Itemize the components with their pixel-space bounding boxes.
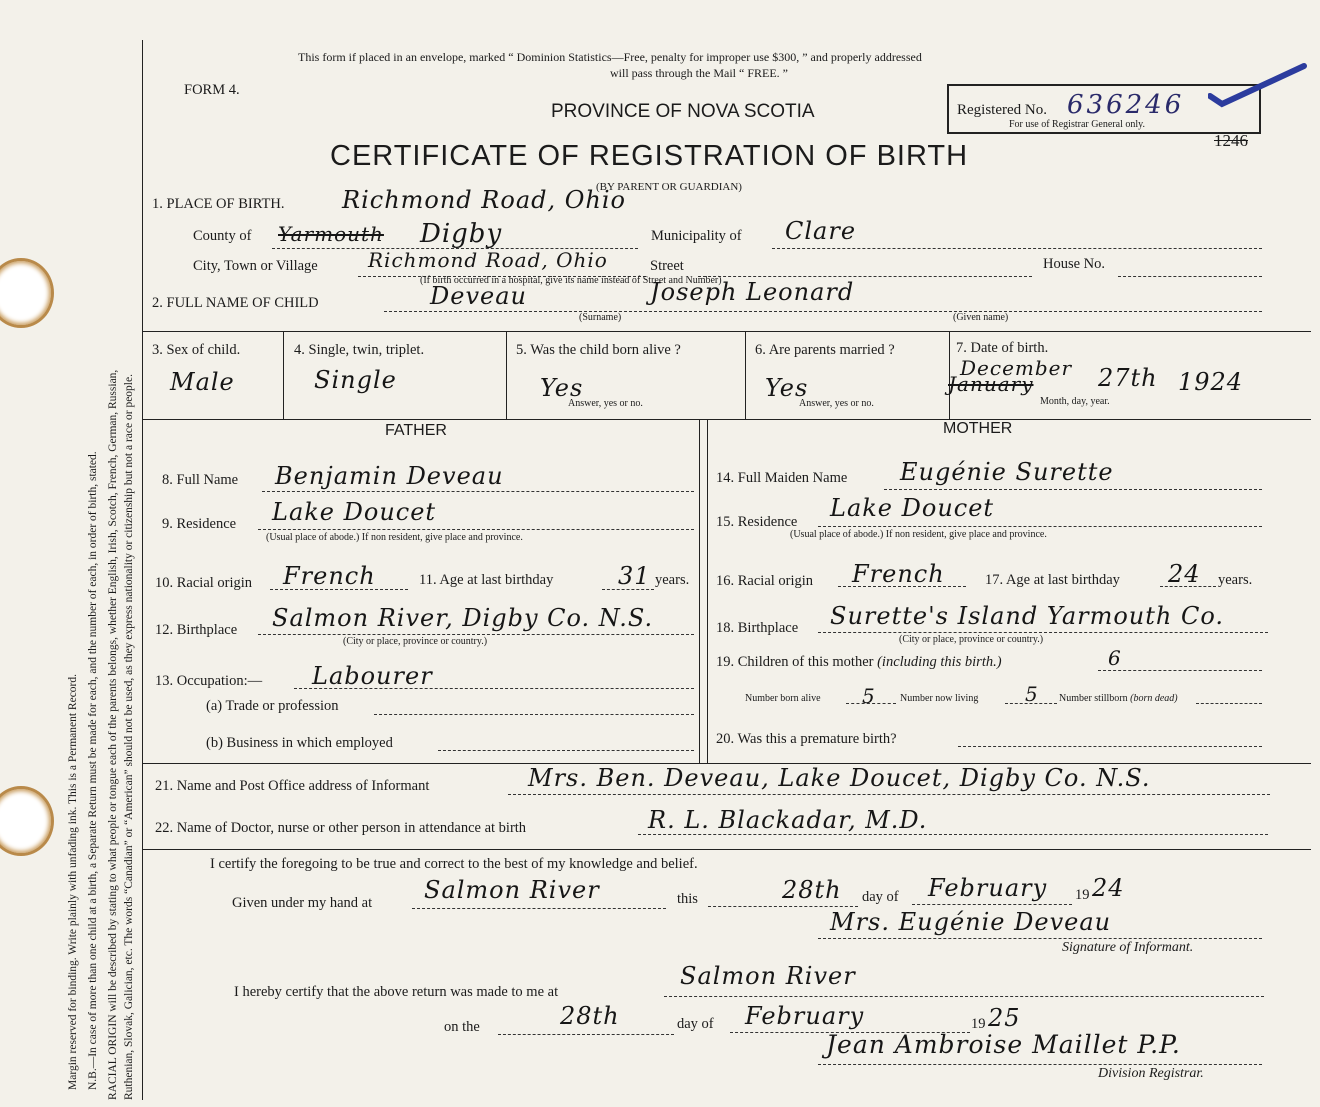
- registrar-place-value: Salmon River: [680, 962, 856, 990]
- given-day-value: 28th: [782, 876, 842, 904]
- house-label: House No.: [1043, 256, 1106, 272]
- born-alive-answer: Yes: [540, 374, 584, 402]
- mother-residence-label: 15. Residence: [716, 514, 798, 530]
- registrar-day-value: 28th: [560, 1002, 620, 1030]
- margin-note-multiple-births: N.B.—In case of more than one child at a birth, a Separate Return must be made for each, and the number of each, in order of birth, stated.: [87, 451, 99, 1090]
- father-residence-value: Lake Doucet: [272, 498, 437, 526]
- registered-note: For use of Registrar General only.: [1009, 119, 1145, 130]
- child-name-label: 2. FULL NAME OF CHILD: [152, 295, 319, 311]
- father-birthplace-label: 12. Birthplace: [155, 622, 238, 638]
- parents-married-question: 6. Are parents married ?: [755, 342, 895, 358]
- given-this-label: this: [677, 891, 698, 907]
- plurality-value: Single: [314, 366, 397, 394]
- mother-name-value: Eugénie Surette: [900, 458, 1114, 486]
- mother-name-label: 14. Full Maiden Name: [716, 470, 848, 486]
- mother-origin-value: French: [852, 560, 945, 588]
- struck-number: 1246: [1214, 131, 1248, 150]
- city-value: Richmond Road, Ohio: [368, 248, 608, 272]
- doctor-label: 22. Name of Doctor, nurse or other person in attendance at birth: [155, 820, 527, 836]
- living-count-label: Number now living: [900, 693, 979, 704]
- form-number: FORM 4.: [184, 82, 240, 98]
- born-alive-count-label: Number born alive: [745, 693, 821, 704]
- father-residence-caption: (Usual place of abode.) If non resident, give place and province.: [266, 532, 523, 543]
- surname-caption: (Surname): [579, 312, 622, 323]
- stillborn-count-label-text: Number stillborn: [1059, 693, 1128, 704]
- mother-residence-value: Lake Doucet: [830, 494, 995, 522]
- mother-residence-caption: (Usual place of abode.) If non resident, give place and province.: [790, 529, 1047, 540]
- sex-label: 3. Sex of child.: [152, 342, 241, 358]
- children-label-paren: (including this birth.): [877, 654, 1002, 670]
- children-label-text: 19. Children of this mother: [716, 654, 874, 670]
- mother-age-value: 24: [1168, 560, 1201, 588]
- registrar-month-value: February: [745, 1002, 865, 1030]
- given-day-of-label: day of: [862, 889, 899, 905]
- parents-married-answer: Yes: [765, 374, 809, 402]
- living-count: 5: [1025, 682, 1039, 706]
- trade-label: (a) Trade or profession: [206, 698, 339, 714]
- date-month: December: [960, 356, 1073, 380]
- given-caption: (Given name): [953, 312, 1009, 323]
- child-surname: Deveau: [430, 282, 527, 310]
- county-value: Digby: [420, 219, 503, 249]
- municipality-label: Municipality of: [651, 228, 742, 244]
- province-heading: PROVINCE OF NOVA SCOTIA: [551, 101, 815, 122]
- registrar-statement: I hereby certify that the above return was made to me at: [234, 984, 559, 1000]
- registrar-caption: Division Registrar.: [1098, 1066, 1204, 1081]
- mother-birthplace-caption: (City or place, province or country.): [899, 634, 1044, 645]
- father-age-label: 11. Age at last birthday: [419, 572, 554, 588]
- mother-heading: MOTHER: [943, 420, 1013, 437]
- father-age-years: years.: [655, 572, 690, 588]
- county-struck-value: Yarmouth: [278, 222, 384, 246]
- given-year-prefix: 19: [1075, 887, 1090, 903]
- father-name-value: Benjamin Deveau: [275, 462, 504, 490]
- father-birthplace-value: Salmon River, Digby Co. N.S.: [272, 604, 654, 632]
- informant-signature-caption: Signature of Informant.: [1062, 940, 1194, 955]
- margin-note-binding: Margin reserved for binding. Write plainly with unfading ink. This is a Permanent Record.: [67, 673, 79, 1090]
- mother-origin-label: 16. Racial origin: [716, 573, 814, 589]
- informant-label: 21. Name and Post Office address of Informant: [155, 778, 430, 794]
- county-label: County of: [193, 228, 252, 244]
- parents-married-caption: Answer, yes or no.: [799, 398, 874, 409]
- date-caption: Month, day, year.: [1040, 396, 1110, 407]
- father-origin-label: 10. Racial origin: [155, 575, 253, 591]
- father-origin-value: French: [283, 562, 376, 590]
- stillborn-count-label-paren: (born dead): [1130, 693, 1178, 704]
- stillborn-count-label: [1059, 693, 1178, 704]
- occupation-label: 13. Occupation:—: [155, 673, 263, 689]
- date-month-struck: January: [948, 372, 1034, 396]
- given-place-value: Salmon River: [424, 876, 600, 904]
- born-alive-question: 5. Was the child born alive ?: [516, 342, 681, 358]
- given-month-value: February: [928, 874, 1048, 902]
- checkmark-icon: [1208, 62, 1308, 112]
- street-label: Street: [650, 258, 684, 274]
- certificate-subtitle: (BY PARENT OR GUARDIAN): [596, 181, 742, 193]
- date-of-birth-label: 7. Date of birth.: [956, 340, 1049, 356]
- city-label: City, Town or Village: [193, 258, 318, 274]
- premature-label: 20. Was this a premature birth?: [716, 731, 897, 747]
- hospital-note: (If birth occurred in a hospital, give its name instead of Street and Number): [420, 275, 722, 286]
- registered-label: Registered No.: [957, 102, 1047, 118]
- mother-birthplace-value: Surette's Island Yarmouth Co.: [830, 602, 1225, 630]
- margin-note-racial-origin-cont: Ruthenian, Slovak, Galician, etc. The words “Canadian” or “American” should not be used, as they express nationality or citizenship but not a race or people.: [123, 374, 135, 1100]
- margin-note-racial-origin: RACIAL ORIGIN will be described by stating to what people or tongue each of the parents belongs, whether English, Irish, Scotch, French, German, Russian,: [107, 369, 119, 1100]
- binding-hole-top: [0, 258, 54, 328]
- business-label: (b) Business in which employed: [206, 735, 393, 751]
- registrar-on-the-label: on the: [444, 1019, 480, 1035]
- child-given-name: Joseph Leonard: [650, 278, 855, 306]
- father-age-value: 31: [618, 562, 651, 590]
- given-under-label: Given under my hand at: [232, 895, 373, 911]
- doctor-value: R. L. Blackadar, M.D.: [648, 806, 928, 834]
- mother-age-years: years.: [1218, 572, 1253, 588]
- children-value: 6: [1108, 646, 1122, 670]
- informant-signature: Mrs. Eugénie Deveau: [830, 908, 1112, 936]
- born-alive-count: 5: [862, 684, 876, 708]
- date-day: 27th: [1098, 364, 1158, 392]
- certify-statement: I certify the foregoing to be true and correct to the best of my knowledge and belief.: [210, 856, 698, 872]
- margin-rule: [142, 40, 143, 1100]
- registrar-signature: Jean Ambroise Maillet P.P.: [826, 1030, 1181, 1059]
- informant-value: Mrs. Ben. Deveau, Lake Doucet, Digby Co. N.S.: [528, 764, 1151, 792]
- place-of-birth-value: Richmond Road, Ohio: [342, 186, 627, 214]
- given-year-suffix: 24: [1092, 874, 1125, 902]
- mother-age-label: 17. Age at last birthday: [985, 572, 1120, 588]
- registrar-year-prefix: 19: [971, 1016, 986, 1032]
- mail-notice-line2: will pass through the Mail “ FREE. ”: [610, 66, 788, 80]
- registrar-year-suffix: 25: [988, 1004, 1021, 1032]
- born-alive-caption: Answer, yes or no.: [568, 398, 643, 409]
- registrar-day-of-label: day of: [677, 1016, 714, 1032]
- sex-value: Male: [170, 368, 235, 396]
- binding-hole-bottom: [0, 786, 54, 856]
- certificate-title: CERTIFICATE OF REGISTRATION OF BIRTH: [330, 140, 969, 172]
- plurality-label: 4. Single, twin, triplet.: [294, 342, 425, 358]
- mail-notice-line1: This form if placed in an envelope, marked “ Dominion Statistics—Free, penalty for improper use $300, ” and properly addressed: [298, 50, 922, 64]
- occupation-value: Labourer: [312, 662, 433, 690]
- mother-birthplace-label: 18. Birthplace: [716, 620, 799, 636]
- father-residence-label: 9. Residence: [162, 516, 237, 532]
- children-label: [716, 654, 1002, 671]
- place-of-birth-label: 1. PLACE OF BIRTH.: [152, 196, 285, 212]
- municipality-value: Clare: [785, 217, 857, 245]
- father-birthplace-caption: (City or place, province or country.): [343, 636, 488, 647]
- father-heading: FATHER: [385, 422, 447, 439]
- registered-number: 636246: [1067, 90, 1185, 120]
- date-year: 1924: [1178, 368, 1244, 396]
- father-name-label: 8. Full Name: [162, 472, 239, 488]
